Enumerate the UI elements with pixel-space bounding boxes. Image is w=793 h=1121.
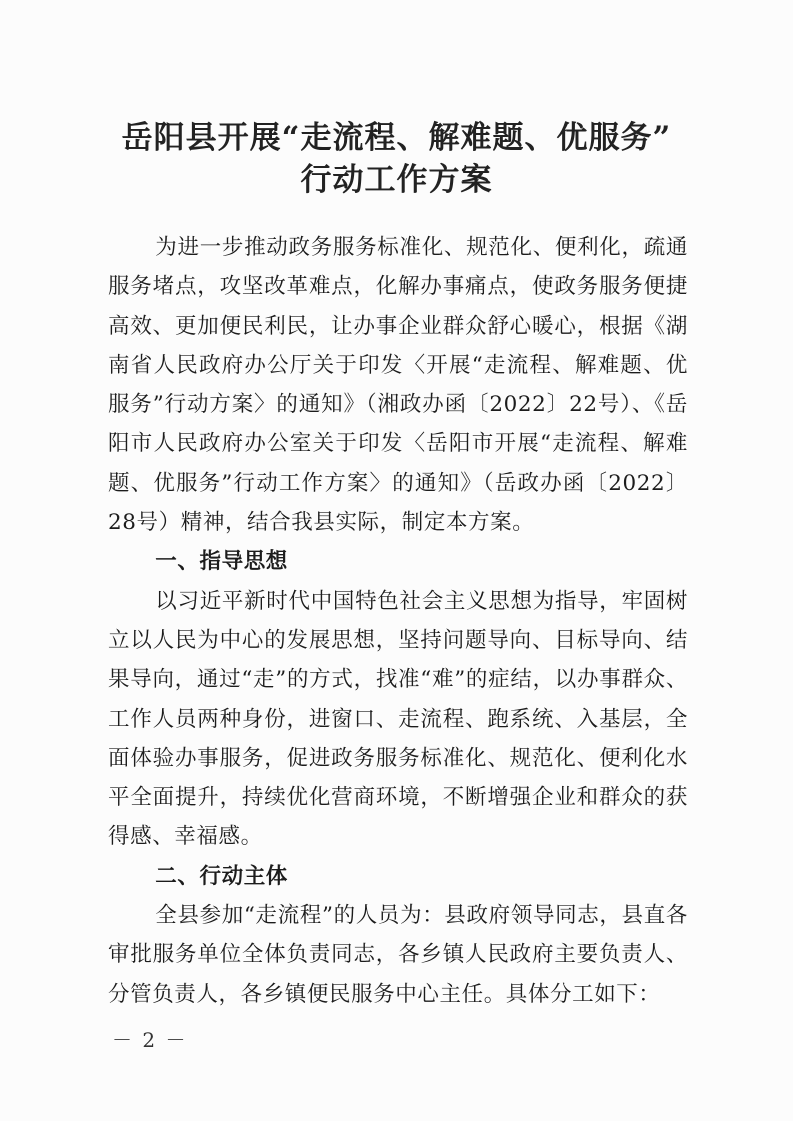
section1-heading: 一、指导思想 — [155, 549, 288, 575]
section1-paragraph: 以习近平新时代中国特色社会主义思想为指导，牢固树立以人民为中心的发展思想，坚持问题导向、目标导向、结果导向，通过“走”的方式，找准“难”的症结，以办事群众、工作人员两种身份，进窗口、走流程、跑系统、入基层，全面体验办事服务，促进政务服务标准化、规范化、便利化水平全面提升，持续优化营商环境，不断增强企业和群众的获得感、幸福感。 — [108, 588, 688, 850]
section2-heading: 二、行动主体 — [155, 863, 288, 889]
section2-paragraph: 全县参加“走流程”的人员为：县政府领导同志，县直各审批服务单位全体负责同志，各乡镇人民政府主要负责人、分管负责人，各乡镇便民服务中心主任。具体分工如下： — [108, 903, 688, 1007]
intro-paragraph: 为进一步推动政务服务标准化、规范化、便利化，疏通服务堵点，攻坚改革难点，化解办事痛点，使政务服务便捷高效、更加便民利民，让办事企业群众舒心暖心，根据《湖南省人民政府办公厅关于印发〈开展“走流程、解难题、优服务”行动方案〉的通知》（湘政办函〔2022〕22号）、《岳阳市人民政府办公室关于印发〈岳阳市开展“走流程、解难题、优服务”行动工作方案〉的通知》（岳政办函〔2022〕28号）精神，结合我县实际，制定本方案。 — [108, 235, 688, 536]
document-title-line2: 行动工作方案 — [300, 162, 493, 198]
page-number: － 2 － — [112, 1028, 188, 1052]
document-title-line1: 岳阳县开展“走流程、解难题、优服务” — [121, 120, 672, 156]
document-body — [108, 228, 688, 1014]
